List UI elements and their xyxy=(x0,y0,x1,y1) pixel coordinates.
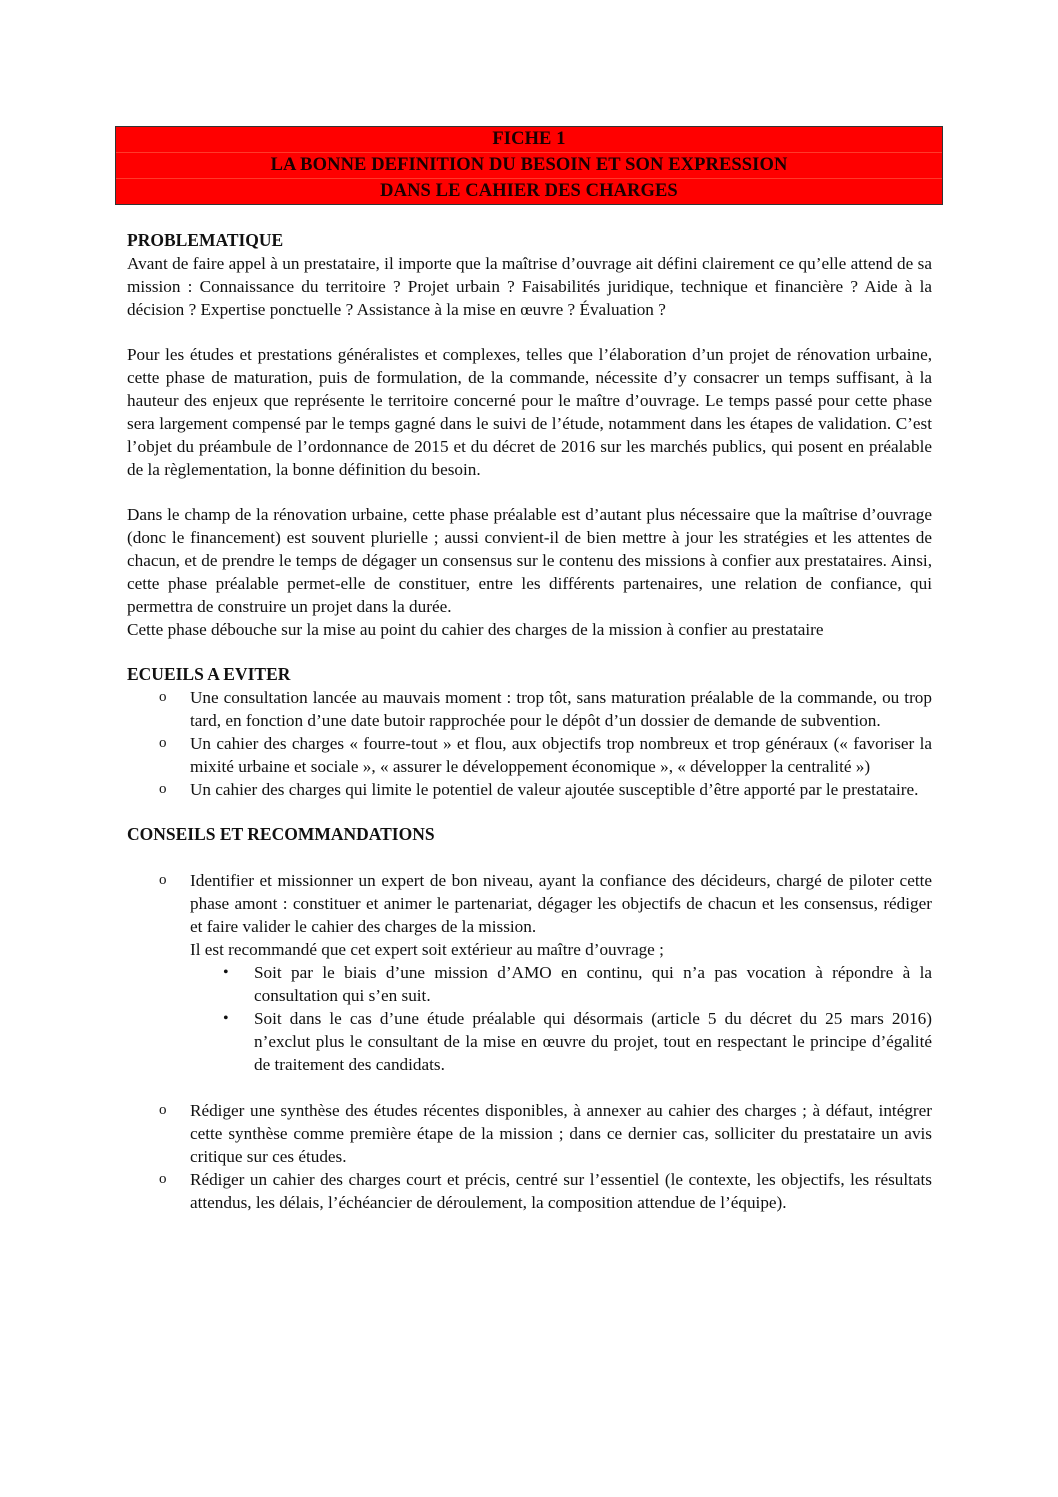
list-item xyxy=(127,732,932,778)
circle-bullet-icon: o xyxy=(159,781,167,797)
recommendation-note: Il est recommandé que cet expert soit extérieur au maître d’ouvrage ; xyxy=(190,940,664,959)
dot-bullet-icon: • xyxy=(223,1010,229,1027)
section-problematique xyxy=(127,229,932,641)
conseils-list-continued xyxy=(127,1099,932,1214)
fiche-title-line-2: DANS LE CAHIER DES CHARGES xyxy=(380,181,678,201)
circle-bullet-icon: o xyxy=(159,689,167,705)
list-item-text: Rédiger une synthèse des études récentes disponibles, à annexer au cahier des charges ; à défaut, intégrer cette synthèse comme première étape de la mission ; dans ce dernier cas, solliciter du prestataire un avis critique sur ces études. xyxy=(190,1101,932,1166)
fiche-number: FICHE 1 xyxy=(116,127,942,153)
list-item-text: Un cahier des charges qui limite le potentiel de valeur ajoutée susceptible d’être apporté par le prestataire. xyxy=(190,780,919,799)
list-item-text: Identifier et missionner un expert de bon niveau, ayant la confiance des décideurs, chargé de piloter cette phase amont : constituer et animer le partenariat, dégager les objectifs de chacun et les consensus, rédiger et faire valider le cahier des charges de la mission. xyxy=(190,871,932,936)
list-item-text: Un cahier des charges « fourre-tout » et flou, aux objectifs trop nombreux et trop généraux (« favoriser la mixité urbaine et sociale », « assurer le développement économique », « développer la centralité ») xyxy=(190,734,932,776)
paragraph: Pour les études et prestations généralistes et complexes, telles que l’élaboration d’un projet de rénovation urbaine, cette phase de maturation, puis de formulation, de la commande, nécessite d’y consacrer un temps suffisant, à la hauteur des enjeux que représente le territoire concerné pour le maître d’ouvrage. Le temps passé pour cette phase sera largement compensé par le temps gagné dans le suivi de l’étude, notamment dans les étapes de validation. C’est l’objet du préambule de l’ordonnance de 2015 et du décret de 2016 sur les marchés publics, qui posent en préalable de la règlementation, la bonne définition du besoin. xyxy=(127,345,932,479)
conseils-list xyxy=(127,869,932,938)
section-heading-problematique: PROBLEMATIQUE xyxy=(127,230,284,250)
section-heading-conseils: CONSEILS ET RECOMMANDATIONS xyxy=(127,824,435,844)
circle-bullet-icon: o xyxy=(159,1171,167,1187)
list-item xyxy=(127,869,932,938)
section-conseils xyxy=(127,823,932,1214)
circle-bullet-icon: o xyxy=(159,735,167,751)
paragraph: Cette phase débouche sur la mise au point du cahier des charges de la mission à confier au prestataire xyxy=(127,620,824,639)
fiche-title-line-1: LA BONNE DEFINITION DU BESOIN ET SON EXPRESSION xyxy=(116,153,942,179)
ecueils-list xyxy=(127,686,932,801)
list-item-text: Une consultation lancée au mauvais moment : trop tôt, sans maturation préalable de la commande, ou trop tard, en fonction d’une date butoir rapprochée pour le dépôt d’un dossier de demande de subvention. xyxy=(190,688,932,730)
sub-list-item xyxy=(127,1007,932,1076)
circle-bullet-icon: o xyxy=(159,1102,167,1118)
dot-bullet-icon: • xyxy=(223,964,229,981)
list-item xyxy=(127,778,932,801)
document-body xyxy=(127,229,932,1214)
list-item-text: Rédiger un cahier des charges court et précis, centré sur l’essentiel (le contexte, les objectifs, les résultats attendus, les délais, l’échéancier de déroulement, la composition attendue de l’équipe). xyxy=(190,1170,932,1212)
conseils-sub-list xyxy=(127,961,932,1076)
section-heading-ecueils: ECUEILS A EVITER xyxy=(127,664,291,684)
sub-list-item-text: Soit par le biais d’une mission d’AMO en continu, qui n’a pas vocation à répondre à la consultation qui s’en suit. xyxy=(254,963,932,1005)
paragraph: Avant de faire appel à un prestataire, il importe que la maîtrise d’ouvrage ait défini clairement ce qu’elle attend de sa mission : Connaissance du territoire ? Projet urbain ? Faisabilités juridique, technique et financière ? Aide à la décision ? Expertise ponctuelle ? Assistance à la mise en œuvre ? Évaluation ? xyxy=(127,254,932,319)
sub-list-item xyxy=(127,961,932,1007)
section-ecueils xyxy=(127,663,932,801)
list-item xyxy=(127,1099,932,1168)
fiche-title-box xyxy=(115,126,943,205)
paragraph: Dans le champ de la rénovation urbaine, cette phase préalable est d’autant plus nécessaire que la maîtrise d’ouvrage (donc le financement) est souvent plurielle ; aussi convient-il de bien mettre à jour les stratégies et les attentes de chacun, et de prendre le temps de dégager un consensus sur le contenu des missions à confier aux prestataires. Ainsi, cette phase préalable permet-elle de constituer, entre les différents partenaires, une relation de confiance, qui permettra de construire un projet dans la durée. xyxy=(127,505,932,616)
list-item xyxy=(127,1168,932,1214)
list-item xyxy=(127,686,932,732)
sub-list-item-text: Soit dans le cas d’une étude préalable qui désormais (article 5 du décret du 25 mars 2016) n’exclut plus le consultant de la mise en œuvre du projet, tout en respectant le principe d’égalité de traitement des candidats. xyxy=(254,1009,932,1074)
circle-bullet-icon: o xyxy=(159,872,167,888)
